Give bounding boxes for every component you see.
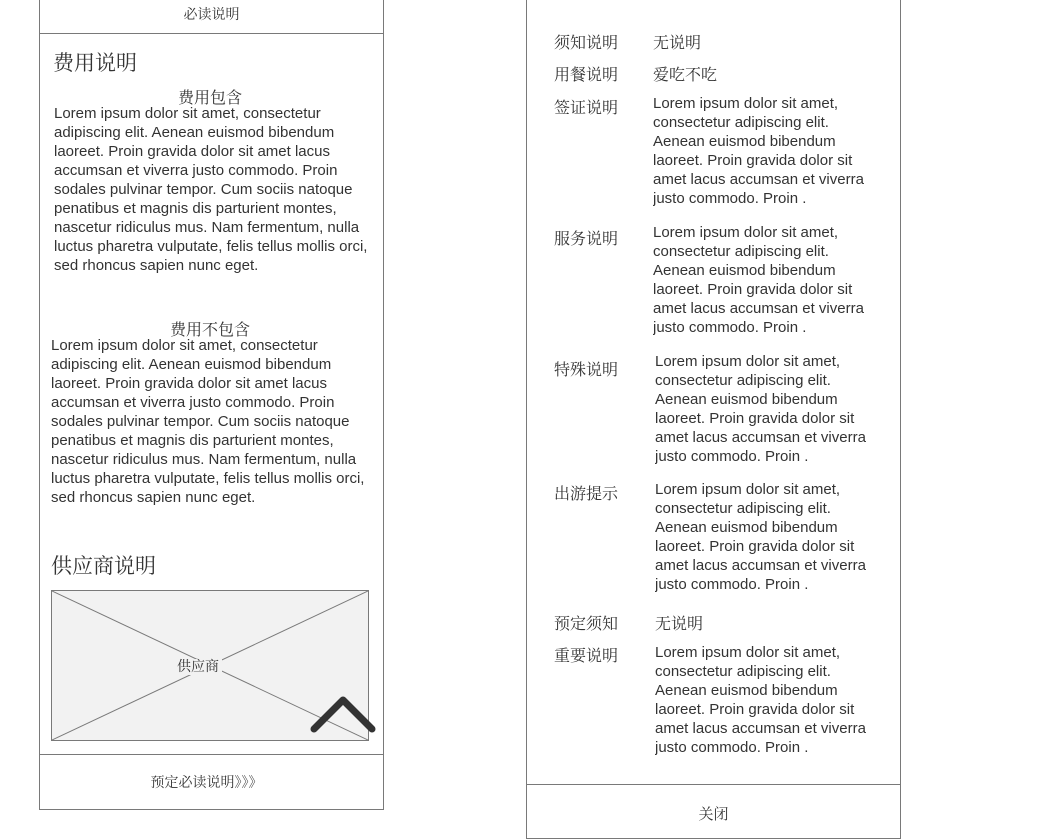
fee-included-title: 费用包含	[177, 88, 242, 107]
chevron-up-icon[interactable]	[308, 690, 378, 740]
row-label-special: 特殊说明	[554, 360, 619, 379]
left-panel	[39, 0, 384, 810]
row-label-notice: 须知说明	[554, 33, 619, 52]
row-label-service: 服务说明	[554, 229, 619, 248]
row-value-meal: 爱吃不吃	[653, 65, 718, 84]
row-value-service: Lorem ipsum dolor sit amet, consectetur adipiscing elit. Aenean euismod bibendum laoreet. Proin gravida dolor sit amet lacus accumsan et viverra justo commodo. Proin .	[653, 224, 864, 336]
divider	[40, 33, 383, 34]
row-value-travel-tips: Lorem ipsum dolor sit amet, consectetur adipiscing elit. Aenean euismod bibendum laoreet. Proin gravida dolor sit amet lacus accumsan et viverra justo commodo. Proin .	[655, 481, 866, 593]
fee-excluded-title: 费用不包含	[169, 320, 250, 339]
booking-notice-link[interactable]: 预定必读说明》》》	[150, 775, 263, 791]
divider	[527, 784, 900, 785]
supplier-image-label-text: 供应商	[174, 659, 222, 675]
close-button[interactable]: 关闭	[698, 805, 729, 823]
row-value-visa: Lorem ipsum dolor sit amet, consectetur adipiscing elit. Aenean euismod bibendum laoreet. Proin gravida dolor sit amet lacus accumsan et viverra justo commodo. Proin .	[653, 95, 864, 207]
right-panel	[526, 0, 901, 839]
row-value-special: Lorem ipsum dolor sit amet, consectetur adipiscing elit. Aenean euismod bibendum laoreet. Proin gravida dolor sit amet lacus accumsan et viverra justo commodo. Proin .	[655, 353, 866, 465]
panel-header: 必读说明	[183, 7, 240, 23]
fee-included-text: Lorem ipsum dolor sit amet, consectetur adipiscing elit. Aenean euismod bibendum laoreet. Proin gravida dolor sit amet lacus accumsan et viverra justo commodo. Proin sodales pulvinar tempor. Cum sociis natoque penatibus et magnis dis parturient montes, nascetur ridiculus mus. Nam fermentum, nulla luctus pharetra vulputate, felis tellus mollis orci, sed rhoncus sapien nunc eget.	[54, 105, 368, 274]
supplier-section-title: 供应商说明	[51, 554, 156, 578]
row-value-important: Lorem ipsum dolor sit amet, consectetur adipiscing elit. Aenean euismod bibendum laoreet. Proin gravida dolor sit amet lacus accumsan et viverra justo commodo. Proin .	[655, 644, 866, 756]
fee-excluded-text: Lorem ipsum dolor sit amet, consectetur adipiscing elit. Aenean euismod bibendum laoreet. Proin gravida dolor sit amet lacus accumsan et viverra justo commodo. Proin sodales pulvinar tempor. Cum sociis natoque penatibus et magnis dis parturient montes, nascetur ridiculus mus. Nam fermentum, nulla luctus pharetra vulputate, felis tellus mollis orci, sed rhoncus sapien nunc eget.	[51, 337, 365, 506]
row-label-travel-tips: 出游提示	[554, 484, 619, 503]
row-value-booking: 无说明	[655, 614, 704, 633]
row-label-important: 重要说明	[554, 646, 619, 665]
row-label-visa: 签证说明	[554, 98, 619, 117]
fee-section-title: 费用说明	[53, 51, 137, 75]
row-value-notice: 无说明	[653, 33, 702, 52]
row-label-booking: 预定须知	[554, 614, 619, 633]
row-label-meal: 用餐说明	[554, 65, 619, 84]
supplier-image-label	[40, 656, 356, 676]
divider	[40, 754, 383, 755]
